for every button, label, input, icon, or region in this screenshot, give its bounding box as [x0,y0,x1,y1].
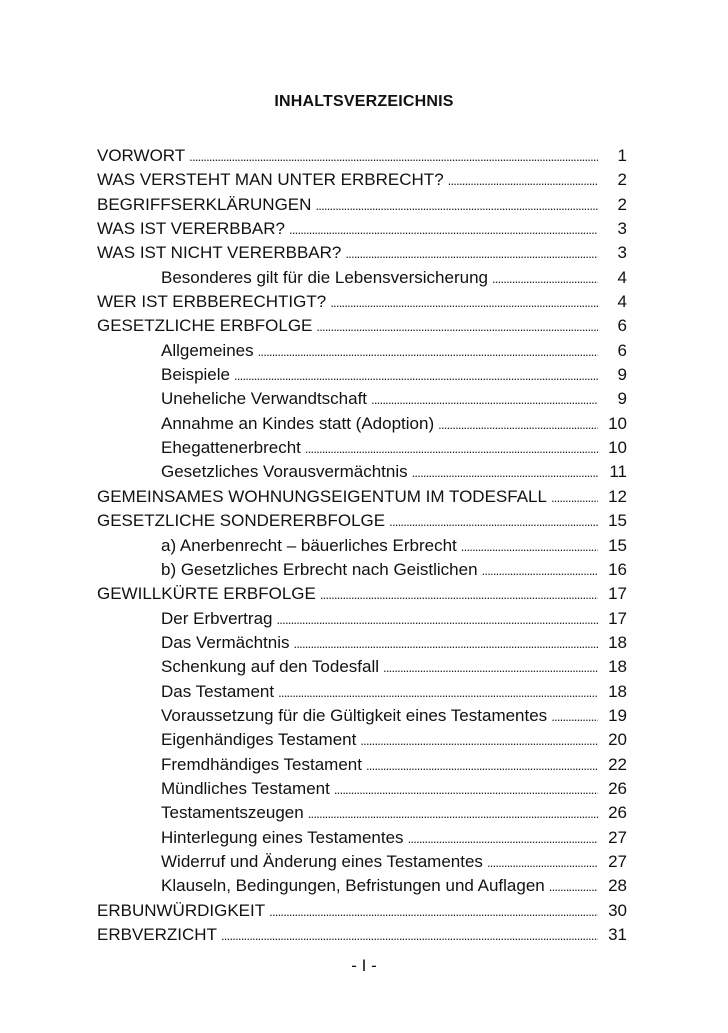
toc-entry-label: Eigenhändiges Testament [161,730,357,750]
toc-subentry [97,436,627,460]
toc-page-number: 27 [608,827,627,847]
toc-page-number: 3 [617,243,627,263]
dot-leader [294,632,599,656]
toc-subentry [97,801,627,825]
page-number-footer: - I - [351,956,377,975]
toc-page-number: 11 [609,462,627,482]
dot-leader [305,437,598,461]
toc-page-number: 26 [608,778,627,798]
toc-entry-label: a) Anerbenrecht – bäuerliches Erbrecht [161,535,457,555]
toc-entry [97,509,627,533]
toc-subentry [97,460,627,484]
toc-page-number: 9 [617,389,627,409]
toc-subentry [97,412,627,436]
toc-page-number: 18 [608,657,627,677]
toc-page-number: 12 [608,486,627,506]
toc-page-number: 1 [617,146,627,165]
toc-entry-label: Annahme an Kindes statt (Adoption) [161,413,435,433]
toc-entry-label: Der Erbvertrag [161,608,273,628]
toc-entry-label: Widerruf und Änderung eines Testamentes [161,851,483,871]
toc-page-number: 22 [608,754,627,774]
dot-leader [278,681,598,705]
toc-page-number: 31 [608,925,627,944]
toc-entry [97,290,627,314]
toc-page-number: 19 [608,705,627,725]
toc-entry [97,485,627,509]
dot-leader [234,364,598,388]
toc-entry-label: GEMEINSAMES WOHNUNGSEIGENTUM IM TODESFALL [97,486,547,506]
table-of-contents [97,144,627,947]
toc-entry-label: GEWILLKÜRTE ERBFOLGE [97,584,316,604]
toc-subentry [97,680,627,704]
toc-page-number: 4 [617,292,627,312]
toc-entry-label: Voraussetzung für die Gültigkeit eines Testamentes [161,705,548,725]
toc-entry-label: BEGRIFFSERKLÄRUNGEN [97,194,312,214]
toc-entry-label: Ehegattenerbrecht [161,438,301,458]
dot-leader [366,754,598,778]
toc-page-number: 2 [617,170,627,190]
toc-subentry [97,655,627,679]
dot-leader [316,315,598,339]
toc-subentry [97,850,627,874]
dot-leader [551,705,598,729]
toc-page-number: 18 [608,632,627,652]
toc-page-number: 17 [608,608,627,628]
toc-subentry [97,826,627,850]
toc-entry-label: Uneheliche Verwandtschaft [161,389,368,409]
toc-entry [97,217,627,241]
toc-entry-label: Besonderes gilt für die Lebensversicherung [161,267,488,287]
toc-entry-label: Das Vermächtnis [161,632,290,652]
dot-leader [360,729,598,753]
toc-page-number: 6 [617,316,627,336]
dot-leader [289,218,598,242]
toc-entry-label: WAS IST NICHT VERERBBAR? [97,243,342,263]
toc-subentry [97,363,627,387]
toc-page-number: 10 [608,438,627,458]
toc-entry [97,241,627,265]
dot-leader [448,169,598,193]
toc-subentry [97,704,627,728]
page-title: INHALTSVERZEICHNIS [274,93,454,110]
toc-entry-label: Fremdhändiges Testament [161,754,362,774]
dot-leader [408,827,598,851]
toc-entry [97,168,627,192]
dot-leader [492,267,598,291]
dot-leader [482,559,598,583]
toc-page-number: 16 [608,559,627,579]
toc-entry [97,923,627,947]
dot-leader [221,924,598,948]
toc-entry-label: Gesetzliches Vorausvermächtnis [161,462,408,482]
toc-page-number: 26 [608,803,627,823]
dot-leader [315,194,598,218]
toc-entry [97,193,627,217]
toc-entry [97,582,627,606]
dot-leader [334,778,598,802]
toc-entry-label: Das Testament [161,681,275,701]
dot-leader [549,875,598,899]
toc-entry-label: Klauseln, Bedingungen, Befristungen und Auflagen [161,876,545,896]
toc-subentry [97,607,627,631]
toc-page-number: 2 [617,194,627,214]
dot-leader [412,461,598,485]
dot-leader [308,802,598,826]
dot-leader [345,242,598,266]
toc-page-number: 20 [608,730,627,750]
dot-leader [551,486,598,510]
toc-page-number: 30 [608,900,627,920]
toc-entry-label: GESETZLICHE ERBFOLGE [97,316,313,336]
toc-page-number: 15 [608,511,627,531]
toc-subentry [97,631,627,655]
toc-entry-label: VORWORT [97,146,186,165]
toc-entry [97,144,627,168]
toc-entry-label: Hinterlegung eines Testamentes [161,827,404,847]
toc-subentry [97,339,627,363]
toc-page-number: 27 [608,851,627,871]
toc-subentry [97,753,627,777]
dot-leader [189,145,598,169]
toc-page-number: 28 [608,876,627,896]
toc-entry-label: WAS VERSTEHT MAN UNTER ERBRECHT? [97,170,444,190]
toc-entry-label: GESETZLICHE SONDERERBFOLGE [97,511,386,531]
toc-entry-label: Testamentszeugen [161,803,304,823]
dot-leader [438,413,598,437]
toc-subentry [97,777,627,801]
toc-page-number: 18 [608,681,627,701]
toc-entry-label: b) Gesetzliches Erbrecht nach Geistlichen [161,559,478,579]
dot-leader [276,608,598,632]
toc-subentry [97,874,627,898]
toc-subentry [97,534,627,558]
toc-subentry [97,387,627,411]
dot-leader [330,291,598,315]
toc-entry-label: ERBUNWÜRDIGKEIT [97,900,266,920]
toc-subentry [97,558,627,582]
toc-page-number: 10 [608,413,627,433]
toc-subentry [97,266,627,290]
toc-entry-label: Mündliches Testament [161,778,330,798]
toc-entry-label: WER IST ERBBERECHTIGT? [97,292,327,312]
dot-leader [269,900,598,924]
toc-entry [97,899,627,923]
toc-page-number: 3 [617,219,627,239]
toc-subentry [97,728,627,752]
dot-leader [383,656,598,680]
toc-page-number: 9 [617,365,627,385]
toc-entry-label: Allgemeines [161,340,254,360]
dot-leader [461,535,598,559]
dot-leader [371,388,598,412]
toc-entry-label: Schenkung auf den Todesfall [161,657,380,677]
toc-entry-label: WAS IST VERERBBAR? [97,219,285,239]
dot-leader [258,340,598,364]
toc-entry-label: ERBVERZICHT [97,925,217,944]
toc-page-number: 15 [608,535,627,555]
dot-leader [320,583,598,607]
toc-entry-label: Beispiele [161,365,230,385]
dot-leader [389,510,598,534]
toc-page-number: 6 [617,340,627,360]
dot-leader [487,851,598,875]
toc-page-number: 17 [608,584,627,604]
toc-page-number: 4 [617,267,627,287]
toc-entry [97,314,627,338]
